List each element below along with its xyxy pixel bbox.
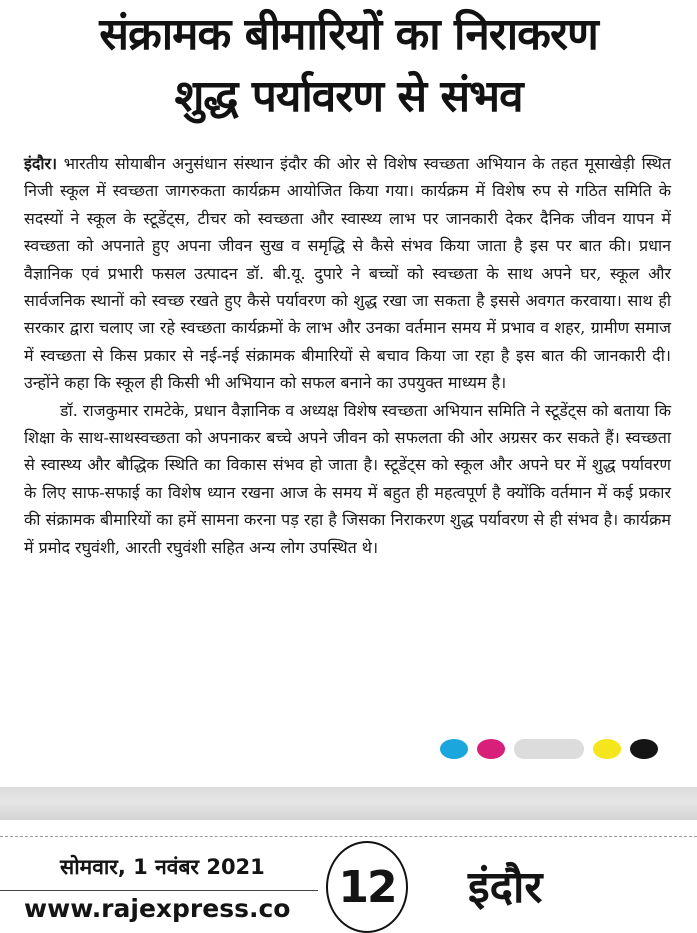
cyan-dot: [440, 739, 468, 759]
gray-bar: [514, 739, 584, 759]
article-paragraph-1: [24, 150, 671, 397]
headline-line-1: संक्रामक बीमारियों का निराकरण: [99, 9, 598, 60]
black-dot: [630, 739, 658, 759]
footer-url: www.rajexpress.co: [24, 894, 291, 923]
page-fold-band: [0, 787, 697, 820]
magenta-dot: [477, 739, 505, 759]
paragraph-1-text: भारतीय सोयाबीन अनुसंधान संस्थान इंदौर की ओर से विशेष स्वच्छता अभियान के तहत मूसाखेड़ी स्थित निजी स्कूल में स्वच्छता जागरुकता कार्यक्रम आयोजित किया गया। कार्यक्रम में विशेष रुप से गठित समिति के सदस्यों ने स्कूल के स्टूडेंट्स, टीचर को स्वच्छता और स्वास्थ्य लाभ पर जानकारी देकर दैनिक जीवन यापन में स्वच्छता को अपनाते हुए अपना जीवन सुख व समृद्धि से कैसे संभव किया जाता है इस पर बात की। प्रधान वैज्ञानिक एवं प्रभारी फसल उत्पादन डॉ. बी.यू. दुपारे ने बच्चों को स्वच्छता के साथ अपने घर, स्कूल और सार्वजनिक स्थानों को स्वच्छ रखते हुए कैसे पर्यावरण को शुद्ध रखा जा सकता है इससे अवगत करवाया। साथ ही सरकार द्वारा चलाए जा रहे स्वच्छता कार्यक्रमों के लाभ और उनका वर्तमान समय में प्रभाव व शहर, ग्रामीण समाज में स्वच्छता से किस प्रकार से नई-नई संक्रामक बीमारियों से बचाव किया जा रहा है इस बात की जानकारी दी। उन्होंने कहा कि स्कूल ही किसी भी अभियान को सफल बनाने का उपयुक्त माध्यम है।: [24, 154, 671, 393]
section-title: इंदौर: [468, 862, 543, 913]
article-paragraph-2: डॉ. राजकुमार रामटेके, प्रधान वैज्ञानिक व अध्यक्ष विशेष स्वच्छता अभियान समिति ने स्टूडेंट्स को बताया कि शिक्षा के साथ-साथस्वच्छता को अपनाकर बच्चे अपने जीवन को सफलता की ओर अग्रसर कर सकते हैं। स्वच्छता से स्वास्थ्य और बौद्धिक स्थिति का विकास संभव हो जाता है। स्टूडेंट्स को स्कूल और अपने घर में शुद्ध पर्यावरण के लिए साफ-सफाई का विशेष ध्यान रखना आज के समय में बहुत ही महत्वपूर्ण है क्योंकि वर्तमान में कई प्रकार की संक्रामक बीमारियों का हमें सामना करना पड़ रहा है जिसका निराकरण शुद्ध पर्यावरण से ही संभव है। कार्यक्रम में प्रमोद रघुवंशी, आरती रघुवंशी सहित अन्य लोग उपस्थित थे।: [24, 400, 671, 557]
article-body: [24, 150, 671, 561]
dotted-divider: [0, 836, 697, 837]
footer-date: सोमवार, 1 नवंबर 2021: [60, 855, 265, 879]
yellow-dot: [593, 739, 621, 759]
page-number: 12: [326, 841, 408, 933]
color-registration-marks: [440, 738, 658, 760]
headline-line-2: शुद्ध पर्यावरण से संभव: [174, 71, 523, 122]
dateline: इंदौर।: [24, 154, 58, 173]
headline: [0, 4, 697, 128]
footer-divider: [0, 890, 318, 891]
